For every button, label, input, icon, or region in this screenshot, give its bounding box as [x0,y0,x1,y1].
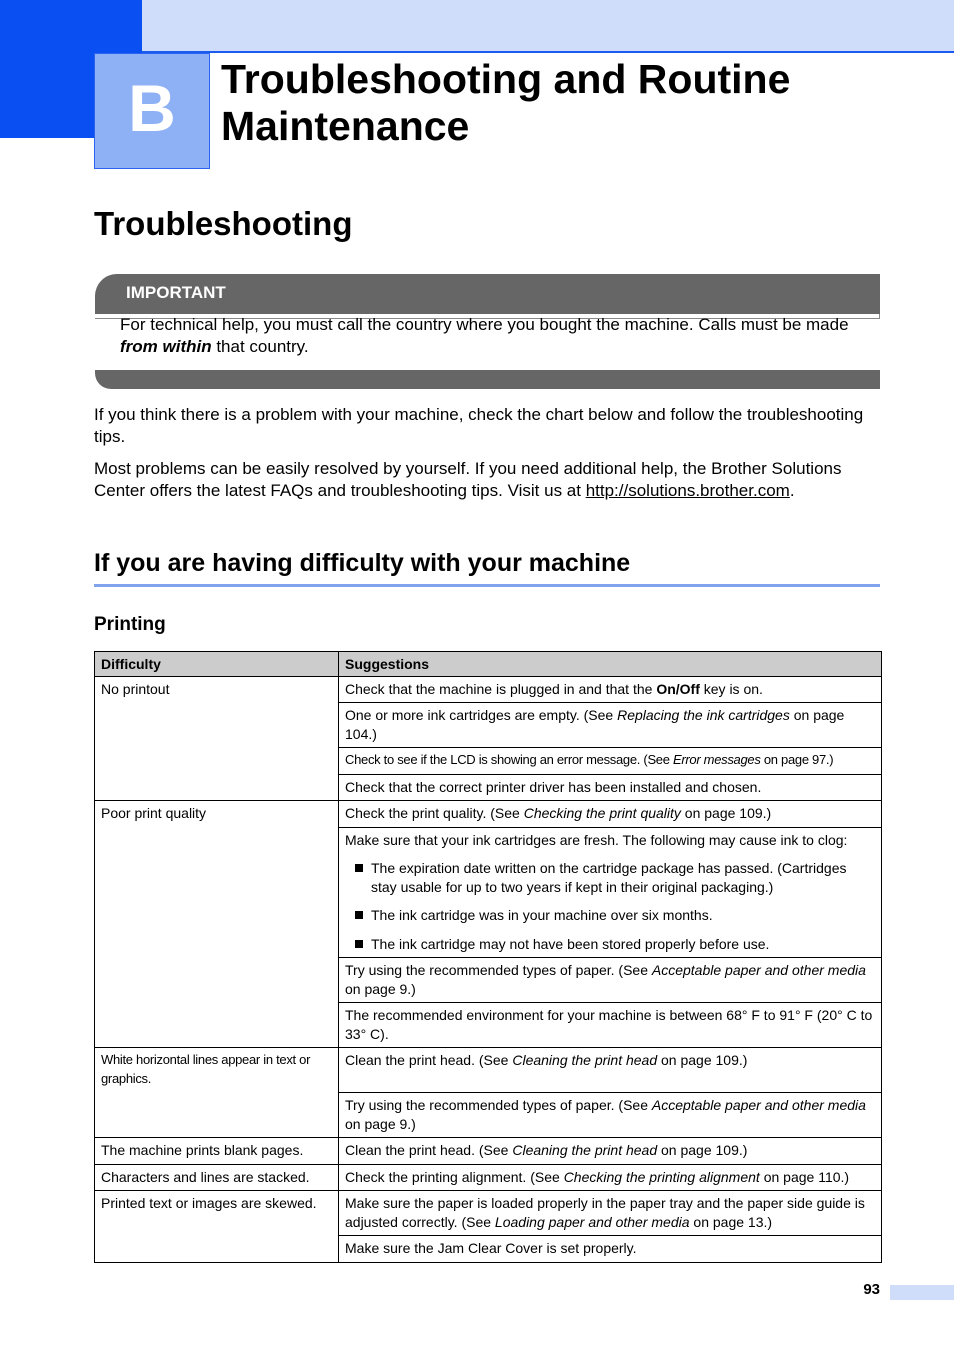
suggestion-text: on page 9.) [345,980,416,997]
cross-reference: Acceptable paper and other media [651,1097,866,1113]
suggestion-text: Try using the recommended types of paper. (See [345,962,652,978]
intro-paragraph-2-end: . [789,481,795,500]
cross-reference: Replacing the ink cartridges [617,707,790,723]
chapter-badge [94,53,210,169]
square-bullet-icon [355,864,363,872]
suggestion-cell [339,703,882,748]
table-row [95,1048,882,1093]
list-item [345,906,875,925]
square-bullet-icon [355,940,363,948]
suggestion-text: on page 13.) [689,1213,773,1230]
suggestion-text: Check the print quality. (See [345,805,524,821]
list-item-text: The expiration date written on the cartridge package has passed. (Cartridges stay usable for up to two years if kept in their original packaging.) [371,860,847,895]
table-row [95,1164,882,1191]
suggestion-text: on page 109.) [680,805,772,821]
difficulty-cell: No printout [95,676,339,801]
troubleshooting-table [94,651,882,1263]
important-label: IMPORTANT [126,283,226,302]
subsection-title: If you are having difficulty with your machine [94,549,631,577]
suggestion-text: Check the printing alignment. (See [345,1168,564,1185]
cross-reference: Loading paper and other media [494,1213,690,1230]
difficulty-cell: Printed text or images are skewed. [95,1191,339,1263]
list-item [345,935,875,954]
cross-reference: Checking the printing alignment [563,1168,760,1185]
suggestion-cell [339,1048,882,1093]
important-box-footer [95,370,880,389]
chapter-letter: B [128,71,176,145]
intro-paragraph-1: If you think there is a problem with your machine, check the chart below and follow the troubleshooting tips. [94,405,864,446]
suggestion-cell: The recommended environment for your machine is between 68° F to 91° F (20° C to 33° C). [339,1003,882,1048]
suggestion-text: Try using the recommended types of paper. (See [345,1097,652,1113]
cross-reference: Acceptable paper and other media [651,962,866,978]
header-suggestions: Suggestions [339,652,882,677]
important-emphasis: from within [120,337,212,356]
square-bullet-icon [355,911,363,919]
list-item-text: The ink cartridge was in your machine over six months. [371,907,713,923]
header-band [0,0,954,52]
suggestion-cell [339,676,882,703]
suggestion-cell [339,1191,882,1236]
key-name: On/Off [656,680,700,697]
table-row [95,676,882,703]
section-title: Troubleshooting [94,205,353,242]
list-item-text: The ink cartridge may not have been stored properly before use. [371,935,770,952]
suggestion-cell [339,827,882,958]
important-text-b: that country. [211,337,309,356]
table-row [95,1191,882,1236]
difficulty-cell: White horizontal lines appear in text or graphics. [95,1048,339,1138]
suggestion-intro: Make sure that your ink cartridges are fresh. The following may cause ink to clog: [345,831,848,848]
suggestion-cell [339,1138,882,1165]
suggestion-text: on page 9.) [345,1115,416,1132]
cross-reference: Checking the print quality [523,805,681,821]
suggestion-cell [339,1093,882,1138]
page-number-tab [890,1285,954,1300]
suggestion-cell [339,801,882,828]
cross-reference: Cleaning the print head [512,1052,658,1068]
list-item [345,859,875,896]
suggestion-text: on page 104.) [345,707,845,742]
suggestion-cell [339,748,882,775]
suggestion-cell [339,958,882,1003]
difficulty-cell: Poor print quality [95,801,339,1048]
header-difficulty: Difficulty [95,652,339,677]
subsection-rule [94,584,880,587]
suggestion-text: Clean the print head. (See [345,1052,513,1068]
important-box-header [95,274,880,314]
subsubsection-title: Printing [94,614,166,635]
suggestion-text: on page 109.) [657,1142,748,1158]
chapter-title: Troubleshooting and Routine Maintenance [221,56,791,149]
suggestion-text: Check to see if the LCD is showing an error message. (See [345,752,673,767]
solutions-link[interactable]: http://solutions.brother.com [585,481,790,500]
cross-reference: Cleaning the print head [512,1142,658,1158]
suggestion-cell [339,1164,882,1191]
difficulty-cell: The machine prints blank pages. [95,1138,339,1165]
important-text-a: For technical help, you must call the country where you bought the machine. Calls must be made [120,315,849,334]
suggestion-text: on page 97.) [760,752,834,767]
suggestion-cell: Make sure the Jam Clear Cover is set properly. [339,1236,882,1263]
intro-paragraph-2 [94,458,874,502]
suggestion-text: on page 110.) [759,1168,850,1185]
table-row [95,801,882,828]
suggestion-text: Check that the machine is plugged in and that the [345,680,657,697]
suggestion-text: Clean the print head. (See [345,1142,513,1158]
table-header-row [95,652,882,677]
suggestion-text: on page 109.) [657,1052,748,1068]
suggestion-text: One or more ink cartridges are empty. (See [345,707,618,723]
header-band-rule [142,51,954,53]
difficulty-cell: Characters and lines are stacked. [95,1164,339,1191]
suggestion-text: key is on. [699,680,763,697]
suggestion-cell: Check that the correct printer driver has been installed and chosen. [339,774,882,801]
important-text [120,314,878,358]
cross-reference: Error messages [672,752,761,767]
suggestion-text: Make sure the paper is loaded properly in the paper tray and the paper side guide is adjusted correctly. (See [345,1195,865,1230]
intro-paragraph-2-text: Most problems can be easily resolved by yourself. If you need additional help, the Brother Solutions Center offers the latest FAQs and troubleshooting tips. Visit us at [94,459,842,500]
page-number: 93 [863,1281,880,1298]
table-row [95,1138,882,1165]
